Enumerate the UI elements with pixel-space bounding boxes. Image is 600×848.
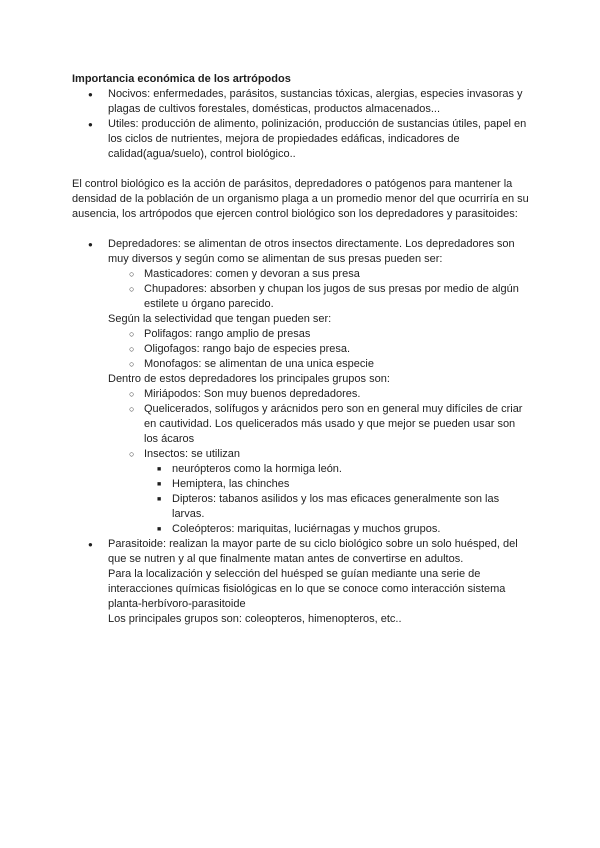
list-item: ■ Hemiptera, las chinches xyxy=(144,477,532,492)
control-agents-list xyxy=(72,237,532,627)
insect-groups-list xyxy=(144,462,532,537)
selectivity-intro: Según la selectividad que tengan pueden ser: xyxy=(108,313,332,325)
list-item-parasitoide xyxy=(72,537,532,627)
list-item-utiles: ● Utiles: producción de alimento, polinización, producción de sustancias útiles, papel en los ciclos de nutrientes, mejora de propiedades edáficas, indicadores de calidad(agua/suelo), control biológico.. xyxy=(72,117,532,162)
list-item: ○ Monofagos: se alimentan de una unica especie xyxy=(108,357,532,372)
list-item: ○ Quelicerados, solífugos y arácnidos pero son en general muy difíciles de criar en cautividad. Los quelicerados más usado y que mejor se pueden usar son los ácaros xyxy=(108,402,532,447)
groups-intro: Dentro de estos depredadores los principales grupos son: xyxy=(108,373,390,385)
list-item-insectos xyxy=(108,447,532,537)
selectivity-list xyxy=(108,327,532,372)
list-item-depredadores xyxy=(72,237,532,537)
list-item: ■ Dipteros: tabanos asilidos y los mas eficaces generalmente son las larvas. xyxy=(144,492,532,522)
list-item: ○ Polifagos: rango amplio de presas xyxy=(108,327,532,342)
list-item: ■ Coleópteros: mariquitas, luciérnagas y muchos grupos. xyxy=(144,522,532,537)
list-item: ○ Masticadores: comen y devoran a sus presa xyxy=(108,267,532,282)
predators-intro: ● Depredadores: se alimentan de otros insectos directamente. Los depredadores son muy diversos y según como se alimentan de sus presas pueden ser: xyxy=(108,238,515,265)
parasitoid-line-3: Los principales grupos son: coleopteros, himenopteros, etc.. xyxy=(108,613,402,625)
section-title: Importancia económica de los artrópodos xyxy=(72,73,291,85)
predator-groups-list xyxy=(108,387,532,537)
feeding-types-list xyxy=(108,267,532,312)
parasitoid-line-2: Para la localización y selección del huésped se guían mediante una serie de interacciones químicas fisiológicas en lo que se conoce como interacción sistema planta-herbívoro-parasitoide xyxy=(108,568,506,610)
list-item: ○ Miriápodos: Son muy buenos depredadores. xyxy=(108,387,532,402)
importance-list xyxy=(72,87,532,162)
document-body xyxy=(72,72,532,627)
list-item: ○ Oligofagos: rango bajo de especies presa. xyxy=(108,342,532,357)
parasitoid-line-1: ● Parasitoide: realizan la mayor parte de su ciclo biológico sobre un solo huésped, del que se nutren y al que finalmente matan antes de convertirse en adultos. xyxy=(108,538,518,565)
list-item: ○ Chupadores: absorben y chupan los jugos de sus presas por medio de algún estilete u órgano parecido. xyxy=(108,282,532,312)
list-item: ■ neurópteros como la hormiga león. xyxy=(144,462,532,477)
biocontrol-paragraph: El control biológico es la acción de parásitos, depredadores o patógenos para mantener la densidad de la población de un organismo plaga a un promedio menor del que ocurriría en su ausencia, los artrópodos que ejercen control biológico son los depredadores y parasitoides: xyxy=(72,178,529,220)
insects-intro: ○ Insectos: se utilizan xyxy=(144,448,240,460)
list-item-nocivos: ● Nocivos: enfermedades, parásitos, sustancias tóxicas, alergias, especies invasoras y plagas de cultivos forestales, domésticas, productos almacenados... xyxy=(72,87,532,117)
